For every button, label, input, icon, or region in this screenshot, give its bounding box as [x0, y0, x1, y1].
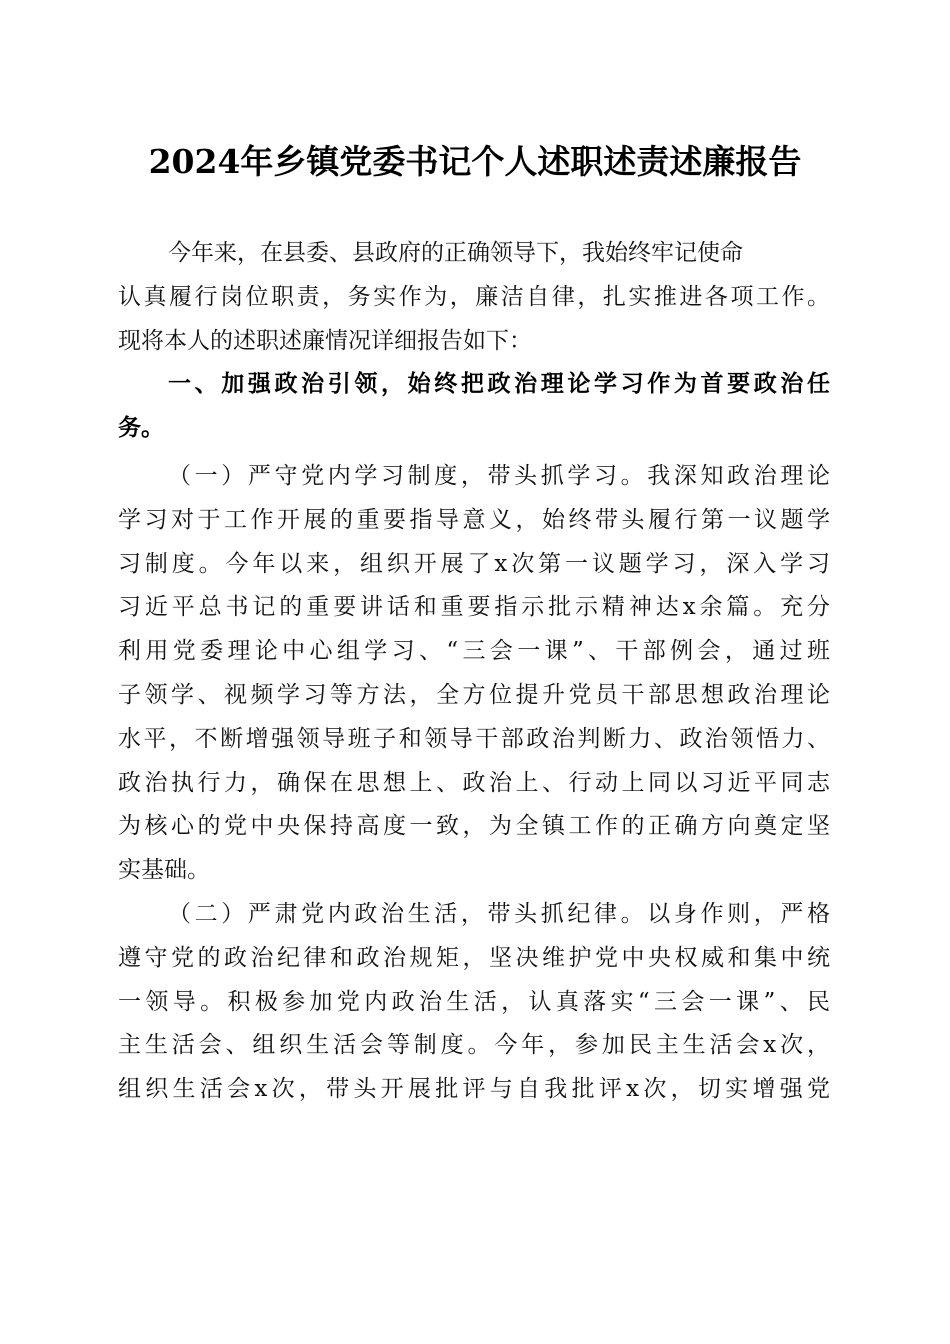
paragraph-line: 政治执行力，确保在思想上、政治上、行动上同以习近平同志	[118, 769, 830, 796]
section-heading-line: 务。	[118, 415, 164, 442]
paragraph-line: 一领导。积极参加党内政治生活，认真落实“三会一课”、民	[118, 988, 830, 1015]
paragraph-line: 认真履行岗位职责，务实作为，廉洁自律，扎实推进各项工作。	[118, 283, 830, 310]
paragraph-line: 今年来，在县委、县政府的正确领导下，我始终牢记使命	[168, 240, 743, 266]
paragraph-line: 现将本人的述职述廉情况详细报告如下：	[118, 327, 532, 354]
paragraph-line: 习制度。今年以来，组织开展了x次第一议题学习，深入学习	[118, 550, 830, 577]
paragraph-line: 利用党委理论中心组学习、“三会一课”、干部例会，通过班	[118, 638, 830, 665]
paragraph-line: 习近平总书记的重要讲话和重要指示批示精神达x余篇。充分	[118, 594, 830, 621]
paragraph-line: 学习对于工作开展的重要指导意义，始终带头履行第一议题学	[118, 506, 830, 533]
subsection-first-line: （二）严肃党内政治生活，带头抓纪律。以身作则，严格	[168, 900, 830, 927]
paragraph-line: 子领学、视频学习等方法，全方位提升党员干部思想政治理论	[118, 681, 830, 708]
document-body	[118, 232, 830, 1112]
section-heading-line: 一、加强政治引领，始终把政治理论学习作为首要政治任	[168, 371, 830, 398]
paragraph-line: 为核心的党中央保持高度一致，为全镇工作的正确方向奠定坚	[118, 813, 830, 840]
document-title: 2024年乡镇党委书记个人述职述责述廉报告	[148, 142, 802, 181]
paragraph-line: 组织生活会x次，带头开展批评与自我批评x次，切实增强党	[118, 1076, 830, 1103]
paragraph-line: 主生活会、组织生活会等制度。今年，参加民主生活会x次，	[118, 1032, 830, 1059]
subsection-first-line: （一）严守党内学习制度，带头抓学习。我深知政治理论	[168, 462, 830, 489]
paragraph-line: 实基础。	[118, 857, 210, 884]
paragraph-line: 遵守党的政治纪律和政治规矩，坚决维护党中央权威和集中统	[118, 944, 830, 971]
paragraph-line: 水平，不断增强领导班子和领导干部政治判断力、政治领悟力、	[118, 725, 830, 752]
